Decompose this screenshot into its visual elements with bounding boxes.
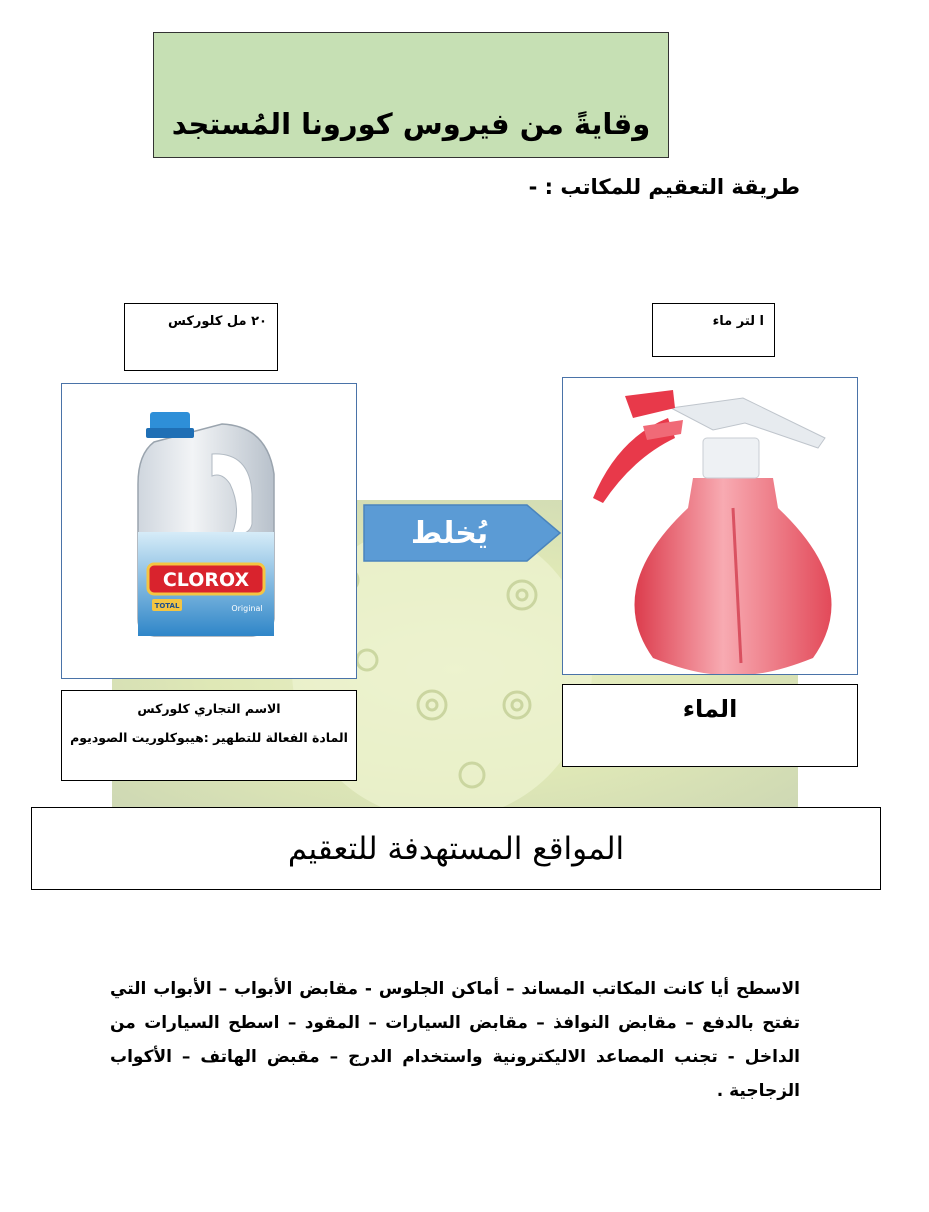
clorox-brand-text: CLOROX <box>162 569 250 591</box>
clorox-amount-label: ٢٠ مل كلوركس <box>124 303 278 371</box>
targets-heading-box <box>31 807 881 890</box>
mix-arrow-label: يُخلط <box>410 515 489 551</box>
title-box <box>153 32 669 158</box>
water-label-box <box>562 684 858 767</box>
trade-name: الاسم التجاري كلوركس <box>137 701 281 716</box>
subheading: طريقة التعقيم للمكاتب : - <box>528 175 800 199</box>
targets-heading: المواقع المستهدفة للتعقيم <box>287 830 625 867</box>
clorox-image-frame <box>61 383 357 679</box>
clorox-bottle-image <box>62 384 356 678</box>
clorox-info-box <box>61 690 357 781</box>
spray-bottle-image-frame <box>562 377 858 675</box>
water-label: الماء <box>682 695 738 723</box>
page-title: وقايةً من فيروس كورونا المُستجد <box>171 107 651 141</box>
clorox-badge-text: TOTAL <box>154 602 180 610</box>
spray-bottle-image <box>563 378 857 674</box>
active-ingredient: المادة الفعالة للتطهير :هيبوكلوريت الصوديوم <box>70 730 348 745</box>
water-amount-label: ا لتر ماء <box>652 303 775 357</box>
targets-paragraph: الاسطح أيا كانت المكاتب المساند – أماكن الجلوس - مقابض الأبواب – الأبواب التي تفتح بالدفع – مقابض النوافذ – مقابض السيارات – المقود – اسطح السيارات من الداخل - تجنب المصاعد الاليكترونية واستخدام الدرج – مقبض الهاتف – الأكواب الزجاجية . <box>110 979 800 1101</box>
clorox-variant-text: Original <box>231 604 263 613</box>
